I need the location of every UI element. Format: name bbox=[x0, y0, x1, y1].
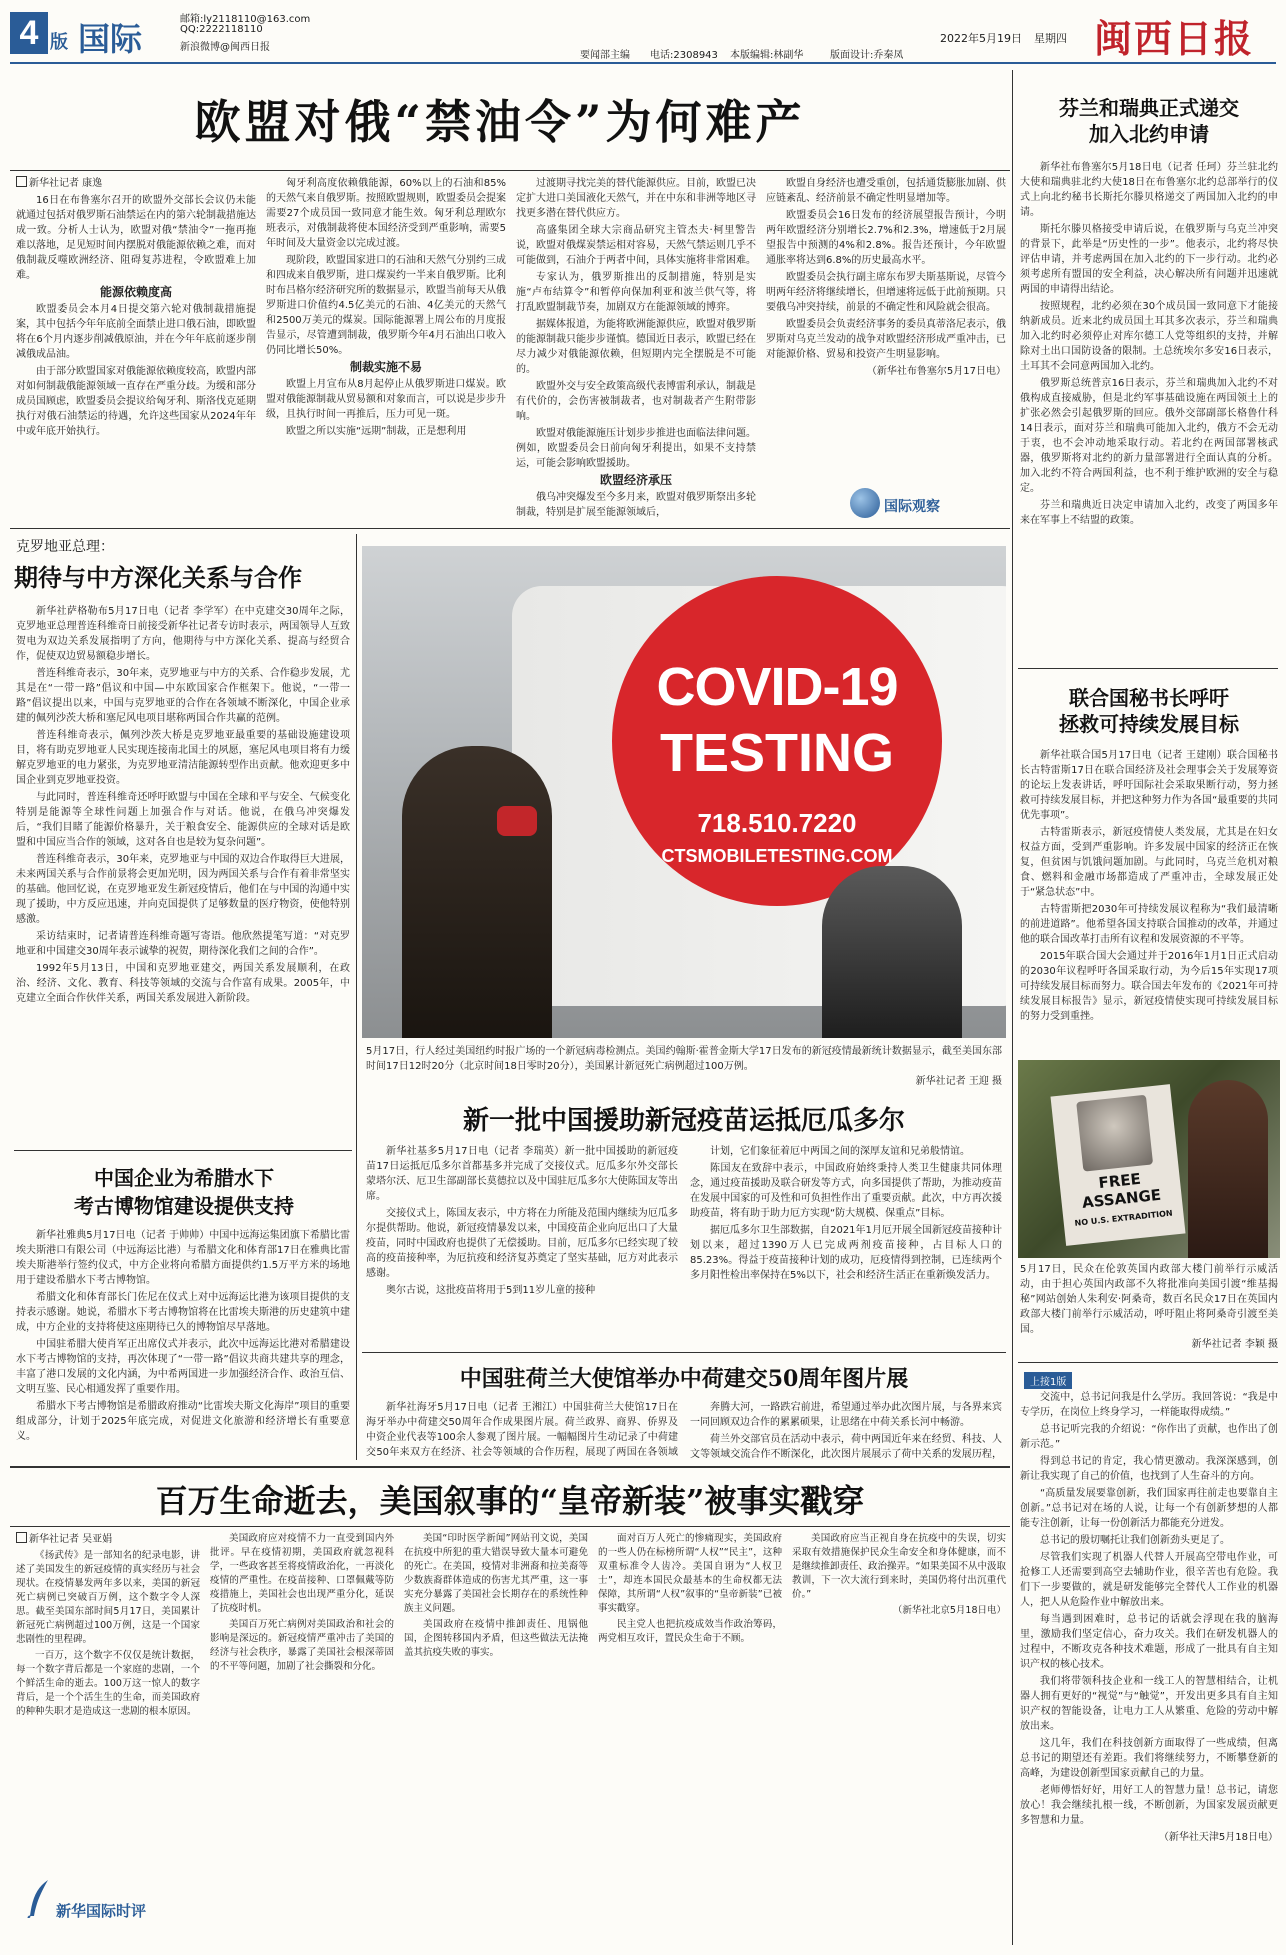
covid-photo bbox=[362, 546, 1006, 1038]
us-top-rule bbox=[10, 1466, 1010, 1468]
croatia-bottom-rule bbox=[14, 1150, 352, 1151]
croatia-paragraph: 普连科维奇表示，30年来，克罗地亚与中国的双边合作取得巨大进展，未来两国关系与合作前景将会更加光明，因为两国关系与合作有着非常坚实的基础。他回忆说，在克罗地亚发生新冠疫情后，他们在与中国的沟通中实现了援助，中方反应迅速，并向克国提供了足够数量的医疗物资，使他特别感激。 bbox=[16, 854, 350, 925]
oil-paragraph: 过渡期寻找完美的替代能源供应。目前，欧盟已决定扩大进口美国液化天然气，并在中东和非洲等地区寻找更多潜在替代供应方。 bbox=[516, 178, 756, 219]
pedestrian-left bbox=[402, 746, 552, 1038]
finland-body bbox=[1020, 160, 1278, 660]
oil-paragraph: 欧盟外交与安全政策高级代表博雷利承认，制裁是有代价的，会伤害被制裁者，也对制裁者产生附带影响。 bbox=[516, 381, 756, 422]
contact-email: 邮箱:ly2118110@163.com bbox=[180, 14, 311, 25]
oil-paragraph: 匈牙利高度依赖俄能源，60%以上的石油和85%的天然气来自俄罗斯。按照欧盟规则，欧盟委员会提案需要27个成员国一致同意才能生效。匈牙利总理欧尔班表示，对俄制裁将使本国经济受到严重影响，需要5年时间及大量资金以完成过渡。 bbox=[266, 178, 506, 249]
oil-paragraph: 专家认为，俄罗斯推出的反制措施，特别是实施“卢布结算令”和暂停向保加利亚和波兰供气等，将打乱欧盟制裁节奏，加剧双方在能源领域的博弈。 bbox=[516, 272, 756, 313]
vaccine-bottom-rule bbox=[362, 1352, 1006, 1353]
continuation-paragraph: 我们将带领科技企业和一线工人的智慧相结合，让机器人拥有更好的“视觉”与“触觉”，开发出更多具有自主知识产权的智能设备，让电力工人从繁重、危险的劳动中解放出来。 bbox=[1020, 1676, 1278, 1732]
globe-icon bbox=[850, 488, 880, 518]
oil-col-3 bbox=[516, 176, 756, 526]
right-column-divider bbox=[1012, 70, 1013, 1945]
oil-badge: 国际观察 bbox=[884, 499, 940, 515]
editor-phone: 电话:2308943 bbox=[650, 50, 718, 61]
quill-icon bbox=[26, 1878, 52, 1918]
left-column-divider bbox=[356, 534, 357, 1460]
continuation-paragraph: “高质量发展要靠创新，我们国家再往前走也要靠自主创新。”总书记对在场的人说，让每一个有创新梦想的人都能专注创新，让每一份创新活力都能充分迸发。 bbox=[1020, 1488, 1278, 1529]
oil-paragraph: 欧盟对俄能源施压计划步步推进也面临法律问题。例如，欧盟委员会日前向匈牙利提出，如果不支持禁运，可能会影响欧盟援助。 bbox=[516, 428, 756, 469]
greece-paragraph: 希腊水下考古博物馆是希腊政府推动“比雷埃夫斯文化海岸”项目的重要组成部分，计划于2025年底完成，对促进文化旅游和经济增长有重要意义。 bbox=[16, 1401, 350, 1442]
oil-subheading: 制裁实施不易 bbox=[349, 360, 422, 374]
oil-headline-rule bbox=[10, 170, 1010, 171]
croatia-paragraph: 普连科维奇表示，佩列沙茨大桥是克罗地亚最重要的基础设施建设项目，将有助克罗地亚人民实现连接南北国土的夙愿，塞尼风电项目将有力缓解克罗地亚的电力紧张，为克罗地亚清洁能源转型作出贡献。他欢迎更多中国企业到克罗地亚投资。 bbox=[16, 730, 350, 786]
greece-paragraph: 希腊文化和体育部长门佐尼在仪式上对中远海运比港为该项目提供的支持表示感谢。她说，希腊水下考古博物馆将在比雷埃夫斯港的历史建筑中建成，中方企业的支持将使这座期待已久的博物馆尽早落地。 bbox=[16, 1292, 350, 1333]
croatia-paragraph: 与此同时，普连科维奇还呼吁欧盟与中国在全球和平与安全、气候变化特别是能源等全球性问题上加强合作与对话。他说，在俄乌冲突爆发后，“我们目睹了能源价格暴升，关于粮食安全、能源供应的全球对话是欧盟和中国应当合作的领域，这对各自也是较为复杂问题”。 bbox=[16, 792, 350, 848]
paper-logo: 闽西日报 bbox=[1094, 16, 1255, 61]
assange-bottom-rule bbox=[1018, 1362, 1278, 1363]
chief-editor: 要闻部主编 bbox=[580, 50, 630, 61]
oil-paragraph: 欧盟委员会16日发布的经济展望报告预计，今明两年欧盟经济分别增长2.7%和2.3%，增速低于2月展望报告中预测的4%和2.8%。报告还预计，今年欧盟通胀率将达到6.8%的历史最高水平。 bbox=[766, 210, 1006, 266]
netherlands-col-1 bbox=[366, 1400, 678, 1460]
us-col-4 bbox=[598, 1532, 782, 1942]
page-editor: 本版编辑:林副华 bbox=[730, 50, 804, 61]
finland-paragraph: 按照规程，北约必须在30个成员国一致同意下才能接纳新成员。近来北约成员国土耳其多次表示，芬兰和瑞典加入北约时必须停止对库尔德工人党等组织的支持，并解除对土出口国防设备的限制。土总统埃尔多安16日表示，土耳其不会同意两国加入北约。 bbox=[1020, 301, 1278, 372]
vaccine-paragraph: 新华社基多5月17日电（记者 李瑞英）新一批中国援助的新冠疫苗17日运抵厄瓜多尔首都基多并完成了交接仪式。厄瓜多尔外交部长蒙塔尔沃、厄卫生部副部长莫德拉以及中国驻厄瓜多尔大使陈国友等出席。 bbox=[366, 1146, 678, 1202]
oil-col-2 bbox=[266, 176, 506, 526]
issue-date: 2022年5月19日 bbox=[940, 32, 1022, 45]
finland-paragraph: 斯托尔滕贝格接受申请后说，在俄罗斯与乌克兰冲突的背景下，此举是“历史性的一步”。他表示，北约将尽快评估申请，并考虑两国在加入北约的下一步行动。北约必须考虑所有盟国的安全利益，决心解决所有问题并迅速就两国的申请得出结论。 bbox=[1020, 224, 1278, 295]
vaccine-headline: 新一批中国援助新冠疫苗运抵厄瓜多尔 bbox=[462, 1106, 905, 1136]
assange-caption: 5月17日，民众在伦敦英国内政部大楼门前举行示威活动，由于担心英国内政部不久将批准向美国引渡“维基揭秘”网站创始人朱利安·阿桑奇，数百名民众17日在英国内政部大楼门前举行示威活动，呼吁阻止将阿桑奇引渡至美国。 新华社记者 李颖 摄 bbox=[1020, 1264, 1278, 1350]
greece-paragraph: 中国驻希腊大使肖军正出席仪式并表示，此次中远海运比港对希腊建设水下考古博物馆的支持，再次体现了“一带一路”倡议共商共建共享的理念，丰富了港口发展的文化内涵，为中希两国进一步加强经济合作、政治互信、文明互鉴、民心相通发挥了重要作用。 bbox=[16, 1339, 350, 1395]
oil-paragraph: 欧盟之所以实施“远期”制裁，正是想利用 bbox=[286, 426, 467, 437]
page-number-suffix: 版 bbox=[50, 32, 68, 53]
finland-bottom-rule bbox=[1018, 668, 1278, 669]
continuation-paragraph: 这几年，我们在科技创新方面取得了一些成绩，但离总书记的期望还有差距。我们将继续努力，不断攀登新的高峰，为建设创新型国家贡献自己的力量。 bbox=[1020, 1738, 1278, 1779]
greece-body bbox=[16, 1228, 350, 1460]
croatia-kicker: 克罗地亚总理： bbox=[16, 539, 114, 555]
oil-paragraph: 高盛集团全球大宗商品研究主管杰夫·柯里警告说，欧盟对俄煤炭禁运相对容易，天然气禁运则几乎不可能做到，石油介于两者中间，具体实施将非常困难。 bbox=[516, 225, 756, 266]
oil-paragraph: 欧盟委员会执行副主席东布罗夫斯基斯说，尽管今明两年经济将继续增长，但增速将远低于此前预期。只要俄乌冲突持续，前景的不确定性和风险就会很高。 bbox=[766, 272, 1006, 313]
vaccine-col-1 bbox=[366, 1144, 678, 1350]
finland-paragraph: 俄罗斯总统普京16日表示，芬兰和瑞典加入北约不对俄构成直接威胁，但是北约军事基础设施在两国领土上的扩张必然会引起俄罗斯的回应。俄外交部副部长格鲁什科14日表示，面对芬兰和瑞典可能加入北约，俄方不会无动于衷，也不会冲动地采取行动。若北约在两国部署核武器，俄罗斯将对北约的新力量部署进行全面认真的分析。加入北约不符合两国利益，也不利于维护欧洲的安全与稳定。 bbox=[1020, 378, 1278, 494]
protester-figure bbox=[1188, 1080, 1268, 1258]
us-col-3 bbox=[404, 1532, 588, 1942]
continued-tag: 上接1版 bbox=[1024, 1372, 1072, 1389]
sign-text-1: FREE ASSANGE bbox=[1081, 1169, 1162, 1212]
us-sign-off: （新华社北京5月18日电） bbox=[892, 1605, 1006, 1616]
us-byline: 新华社记者 吴亚娟 bbox=[16, 1532, 200, 1547]
croatia-paragraph: 采访结束时，记者请普连科维奇题写寄语。他欣然提笔写道：“对克罗地亚和中国建交30周年表示诚挚的祝贺，期待深化我们之间的合作”。 bbox=[16, 931, 350, 957]
oil-byline: 新华社记者 康逸 bbox=[16, 176, 256, 191]
contact-weibo: 新浪微博@闽西日报 bbox=[180, 42, 270, 53]
netherlands-headline: 中国驻荷兰大使馆举办中荷建交50周年图片展 bbox=[459, 1366, 909, 1392]
us-paragraph: 一百万，这个数字不仅仅是统计数据，每一个数字背后都是一个家庭的悲剧，一个个鲜活生命的逝去。100万这一惊人的数字背后，是一个个活生生的生命，而美国政府的种种失职才是造成这一悲剧的根本原因。 bbox=[16, 1650, 200, 1717]
oil-paragraph: 欧盟自身经济也遭受重创，包括通货膨胀加剧、供应链紊乱、经济前景不确定性明显增加等。 bbox=[766, 178, 1006, 204]
oil-paragraph: 现阶段，欧盟国家进口的石油和天然气分别约三成和四成来自俄罗斯，进口煤炭约一半来自俄罗斯。比利时布吕格尔经济研究所的数据显示，欧盟当前每天从俄罗斯进口价值约4.5亿美元的石油、4亿美元的天然气和2500万美元的煤炭。国际能源署上周公布的月度报告显示，尽管遭到制裁，俄罗斯今年4月石油出口收入仍同比增长50%。 bbox=[266, 255, 506, 356]
right-continuation-body bbox=[1020, 1390, 1278, 1945]
us-headline-rule bbox=[10, 1526, 1010, 1527]
us-badge: 新华国际时评 bbox=[56, 1902, 147, 1920]
vaccine-paragraph: 奥尔古说，这批疫苗将用于5到11岁儿童的接种 bbox=[386, 1285, 596, 1296]
netherlands-col-2 bbox=[690, 1400, 1002, 1460]
sign-phone: 718.510.7220 bbox=[697, 808, 857, 838]
un-headline-2: 拯救可持续发展目标 bbox=[1059, 712, 1239, 736]
vaccine-paragraph: 计划，它们象征着厄中两国之间的深厚友谊和兄弟般情谊。 bbox=[710, 1146, 970, 1157]
sign-web: CTSMOBILETESTING.COM bbox=[661, 846, 893, 866]
assange-photo bbox=[1018, 1060, 1280, 1258]
us-headline: 百万生命逝去，美国叙事的“皇帝新装”被事实戳穿 bbox=[155, 1482, 865, 1520]
un-paragraph: 新华社联合国5月17日电（记者 王建刚）联合国秘书长古特雷斯17日在联合国经济及社会理事会关于发展筹资的论坛上发表讲话，呼吁国际社会采取果断行动，努力拯救可持续发展目标，并把这种努力作为各国“最重要的共同优先事项”。 bbox=[1020, 750, 1278, 821]
oil-paragraph: 俄乌冲突爆发至今多月来，欧盟对俄罗斯祭出多轮制裁，特别是扩展至能源领域后， bbox=[516, 492, 756, 518]
croatia-paragraph: 1992年5月13日，中国和克罗地亚建交，两国关系发展顺利，在政治、经济、文化、教育、科技等领域的交流与合作富有成果。2005年，中克建立全面合作伙伴关系，两国关系发展进入新阶段。 bbox=[16, 963, 350, 1004]
oil-paragraph: 欧盟上月宣布从8月起停止从俄罗斯进口煤炭。欧盟对俄能源制裁从贸易额和对象而言，可以说是步步升级，且执行时间一再推后，压力可见一斑。 bbox=[266, 379, 506, 420]
face-mask bbox=[497, 806, 537, 836]
oil-sign-off: （新华社布鲁塞尔5月17日电） bbox=[866, 366, 1006, 377]
continuation-paragraph: 老师傅悟好好，用好工人的智慧力量！总书记，请您放心！我会继续扎根一线，不断创新，为国家发展贡献更多智慧和力量。 bbox=[1020, 1785, 1278, 1826]
us-paragraph: 美国政府应对疫情不力一直受到国内外批评。早在疫情初期，美国政府就忽视科学，一些政客甚至将疫情政治化，一再淡化疫情的严重性。在疫苗接种、口罩佩戴等防疫措施上，美国社会也出现严重分化，延误了抗疫时机。 bbox=[210, 1533, 394, 1614]
croatia-body bbox=[16, 604, 350, 1186]
greece-headline-1: 中国企业为希腊水下 bbox=[94, 1166, 274, 1190]
vaccine-paragraph: 据厄瓜多尔卫生部数据，自2021年1月厄开展全国新冠疫苗接种计划以来，超过1390万人已完成两剂疫苗接种，占目标人口的85.23%。得益于疫苗接种计划的成功，厄疫情得到控制，已连续两个多月阳性检出率保持在5%以下，社会和经济生活正在重新焕发活力。 bbox=[690, 1225, 1002, 1281]
us-paragraph: 美国百万死亡病例对美国政治和社会的影响是深远的。新冠疫情严重冲击了美国的经济与社会秩序，暴露了美国社会根深蒂固的不平等问题，加剧了社会撕裂和分化。 bbox=[210, 1619, 394, 1672]
un-headline-1: 联合国秘书长呼吁 bbox=[1069, 686, 1229, 710]
us-paragraph: 美国政府在疫情中推卸责任、甩锅他国，企图转移国内矛盾，但这些做法无法掩盖其抗疫失败的事实。 bbox=[404, 1619, 588, 1658]
continuation-paragraph: 得到总书记的肯定，我心情更激动。我深深感到，创新让我实现了自己的价值，也找到了人生奋斗的方向。 bbox=[1020, 1456, 1278, 1482]
sign-line-1: COVID-19 bbox=[656, 657, 898, 717]
issue-weekday: 星期四 bbox=[1034, 32, 1067, 45]
finland-headline-2: 加入北约申请 bbox=[1089, 122, 1209, 146]
continuation-paragraph: 总书记听完我的介绍说：“你作出了贡献，也作出了创新示范。” bbox=[1020, 1424, 1278, 1450]
contact-qq: QQ:2222118110 bbox=[180, 24, 263, 35]
us-col-2 bbox=[210, 1532, 394, 1942]
un-paragraph: 古特雷斯把2030年可持续发展议程称为“我们最清晰的前进道路”。他希望各国支持联合国推动的改革，并通过他的联合国改革打击所有议程和发展资源的不平等。 bbox=[1020, 904, 1278, 945]
vaccine-col-2 bbox=[690, 1144, 1002, 1350]
un-paragraph: 2015年联合国大会通过并于2016年1月1日正式启动的2030年议程呼吁各国采取行动，为今后15年实现17项可持续发展目标而努力。联合国去年发布的《2021年可持续发展目标报告》显示，新冠疫情使实现可持续发展目标的努力受到重挫。 bbox=[1020, 951, 1278, 1022]
un-body bbox=[1020, 748, 1278, 1048]
vaccine-paragraph: 陈国友在致辞中表示，中国政府始终秉持人类卫生健康共同体理念，通过疫苗援助及联合研发等方式，向多国提供了帮助，为推动疫苗在发展中国家的可及性和可负担性作出了重要贡献。此次，中方再次援助疫苗，将有助于助力厄方实现“防大规模、保重点”目标。 bbox=[690, 1163, 1002, 1219]
continuation-sign-off: （新华社天津5月18日电） bbox=[1158, 1832, 1278, 1843]
oil-col-4 bbox=[766, 176, 1006, 476]
oil-headline: 欧盟对俄“禁油令”为何难产 bbox=[194, 95, 806, 149]
finland-headline-1: 芬兰和瑞典正式递交 bbox=[1059, 96, 1239, 120]
croatia-paragraph: 普连科维奇表示，30年来，克罗地亚与中方的关系、合作稳步发展，尤其是在“一带一路”倡议和中国—中东欧国家合作框架下。他说，“一带一路”倡议提出以来，中国与克罗地亚的合作在各领域不断深化，中国企业承建的佩列沙茨大桥和塞尼风电项目堪称两国合作共赢的范例。 bbox=[16, 668, 350, 724]
oil-paragraph: 欧盟委员会负责经济事务的委员真蒂洛尼表示，俄罗斯对乌克兰发动的战争对欧盟经济形成严重冲击，已对能源价格、贸易和投资产生明显影响。 bbox=[766, 319, 1006, 360]
us-paragraph: 面对百万人死亡的惨痛现实，美国政府的一些人仍在标榜所谓“人权”“民主”，这种双重标准令人齿冷。美国自诩为“人权卫士”，却连本国民众最基本的生命权都无法保障，其所谓“人权”叙事的“皇帝新装”已被事实戳穿。 bbox=[598, 1533, 782, 1614]
croatia-headline: 期待与中方深化关系与合作 bbox=[14, 563, 302, 592]
netherlands-paragraph: 新华社海牙5月17日电（记者 王湘江）中国驻荷兰大使馆17日在海牙举办中荷建交50周年合作成果图片展。荷兰政界、商界、侨界及中资企业代表等100余人参观了图片展。一幅幅图片生动记录了中荷建交50年来双方在经济、社会等领域的合作历程，展现了两国在各领域 bbox=[366, 1402, 678, 1458]
us-paragraph: 美国政府应当正视自身在抗疫中的失误，切实采取有效措施保护民众生命安全和身体健康，而不是继续推卸责任、政治操弄。“如果美国不从中汲取教训，下一次大流行到来时，美国仍将付出沉重代价。” bbox=[792, 1533, 1006, 1600]
sign-text-2: NO U.S. EXTRADITION bbox=[1074, 1208, 1173, 1228]
finland-paragraph: 新华社布鲁塞尔5月18日电（记者 任珂）芬兰驻北约大使和瑞典驻北约大使18日在布鲁塞尔北约总部举行的仪式上向北约秘书长斯托尔滕贝格递交了两国加入北约的申请。 bbox=[1020, 162, 1278, 218]
un-paragraph: 古特雷斯表示，新冠疫情使人类发展，尤其是在妇女权益方面，受到严重影响。许多发展中国家的经济正在恢复，但贫困与饥饿问题加剧。与此同时，乌克兰危机对粮食、燃料和金融市场都造成了严重冲击，全球发展正处于“紧急状态”中。 bbox=[1020, 827, 1278, 898]
section-title: 国际 bbox=[78, 20, 143, 58]
vaccine-paragraph: 交接仪式上，陈国友表示，中方将在力所能及范围内继续为厄瓜多尔提供帮助。他说，新冠疫情暴发以来，中国疫苗企业向厄出口了大量疫苗，同时中国政府也提供了无偿援助。目前，厄瓜多尔已经实现了较高的疫苗接种率，为厄抗疫和经济复苏奠定了坚实基础，厄方对此表示感谢。 bbox=[366, 1208, 678, 1279]
covid-credit: 新华社记者 王迎 摄 bbox=[915, 1076, 1002, 1087]
continuation-paragraph: 每当遇到困难时，总书记的话就会浮现在我的脑海里，激励我们坚定信心，奋力攻关。我们在研发机器人的过程中，不断攻克各种技术难题，形成了一批具有自主知识产权的核心技术。 bbox=[1020, 1614, 1278, 1670]
assange-credit: 新华社记者 李颖 摄 bbox=[1191, 1339, 1278, 1350]
us-paragraph: 民主党人也把抗疫成效当作政治筹码，两党相互攻讦，置民众生命于不顾。 bbox=[598, 1619, 782, 1644]
oil-paragraph: 16日在布鲁塞尔召开的欧盟外交部长会议仍未能就通过包括对俄罗斯石油禁运在内的第六轮制裁措施达成一致。分析人士认为，欧盟对俄“禁油令”一拖再拖难以落地，足见短时间内摆脱对俄能源依赖之难，而对俄制裁反噬欧洲经济、阻碍复苏进程，令欧盟难上加难。 bbox=[16, 195, 256, 281]
us-paragraph: 《扬武传》是一部知名的纪录电影，讲述了美国发生的新冠疫情的真实经历与社会现状。在疫情暴发两年多以来，美国的新冠死亡病例已突破百万例，这个数字令人深思。截至美国东部时间5月17日，美国累计新冠死亡病例超过100万例，这是一个国家悲剧性的里程碑。 bbox=[16, 1550, 200, 1645]
covid-caption: 5月17日，行人经过美国纽约时报广场的一个新冠病毒检测点。美国约翰斯·霍普金斯大学17日发布的新冠疫情最新统计数据显示，截至美国东部时间17日12时20分（北京时间18日零时20分），美国累计新冠死亡病例超过100万例。 新华社记者 王迎 摄 bbox=[366, 1046, 1002, 1087]
greece-paragraph: 新华社雅典5月17日电（记者 于帅帅）中国中远海运集团旗下希腊比雷埃夫斯港口有限公司（中远海运比港）与希腊文化和体育部17日在雅典比雷埃夫斯港举行签约仪式，中方企业将向希腊方面提供约1.5万平方米的场地用于建设希腊水下考古博物馆。 bbox=[16, 1230, 350, 1286]
netherlands-paragraph: 荷兰外交部官员在活动中表示，荷中两国近年来在经贸、科技、人文等领域交流合作不断深化，此次图片展展示了荷中关系的发展历程， bbox=[690, 1434, 1002, 1460]
oil-subheading: 能源依赖度高 bbox=[99, 285, 172, 299]
oil-bottom-rule bbox=[10, 528, 1010, 529]
continuation-paragraph: 交流中，总书记问我是什么学历。我回答说：“我是中专学历，在岗位上终身学习，一样能取得成绩。” bbox=[1020, 1392, 1278, 1418]
protest-sign bbox=[1050, 1084, 1185, 1246]
us-col-5 bbox=[792, 1532, 1006, 1942]
sign-line-2: TESTING bbox=[659, 723, 894, 783]
us-col-1 bbox=[16, 1532, 200, 1872]
finland-paragraph: 芬兰和瑞典近日决定申请加入北约，改变了两国多年来在军事上不结盟的政策。 bbox=[1020, 500, 1278, 526]
oil-subheading: 欧盟经济承压 bbox=[599, 473, 672, 487]
page-designer: 版面设计:乔秦凤 bbox=[830, 50, 904, 61]
greece-headline-2: 考古博物馆建设提供支持 bbox=[74, 1194, 294, 1218]
page-number-badge: 4 bbox=[10, 12, 48, 54]
masthead-rule bbox=[10, 62, 1276, 64]
oil-col-1 bbox=[16, 176, 256, 526]
portrait-on-sign bbox=[1076, 1095, 1153, 1172]
us-paragraph: 美国“印时医学新闻”网站刊文说，美国在抗疫中所犯的重大错误导致大量本可避免的死亡。在美国，疫情对非洲裔和拉美裔等少数族裔群体造成的伤害尤其严重，这一事实充分暴露了美国社会长期存在的系统性种族主义问题。 bbox=[404, 1533, 588, 1614]
continuation-paragraph: 尽管我们实现了机器人代替人开展高空带电作业，可抢修工人还需要到高空去辅助作业，很辛苦也有危险。我们下一步要做的，就是研发能够完全替代人工作业的机器人，把人从危险作业中解放出来。 bbox=[1020, 1552, 1278, 1608]
masthead bbox=[0, 0, 1286, 62]
oil-paragraph: 欧盟委员会本月4日提交第六轮对俄制裁措施提案，其中包括今年年底前全面禁止进口俄石油，即欧盟将在6个月内逐步削减俄原油，并在今年年底前逐步削减俄成品油。 bbox=[16, 304, 256, 360]
oil-paragraph: 据媒体报道，为能将欧洲能源供应，欧盟对俄罗斯的能源制裁只能步步谨慎。德国近日表示，欧盟已经在尽力减少对俄能源依赖，但短期内完全摆脱是不可能的。 bbox=[516, 319, 756, 375]
croatia-paragraph: 新华社萨格勒布5月17日电（记者 李学军）在中克建交30周年之际，克罗地亚总理普连科维奇日前接受新华社记者专访时表示，两国领导人互致贺电为双边关系发展指明了方向，他期待与中方深化关系、提高与经贸合作，促使双边贸易额稳步增长。 bbox=[16, 606, 350, 662]
pedestrian-right bbox=[822, 866, 962, 1038]
continuation-paragraph: 总书记的殷切嘱托让我们创新劲头更足了。 bbox=[1040, 1535, 1230, 1546]
netherlands-paragraph: 奔腾大河，一路跌宕前进，希望通过举办此次图片展，与各界来宾一同回顾双边合作的累累硕果，让思绪在中荷关系长河中畅游。 bbox=[690, 1402, 1002, 1428]
oil-paragraph: 由于部分欧盟国家对俄能源依赖度较高，欧盟内部对如何制裁俄能源领域一直存在严重分歧。为缓和部分成员国顾虑，欧盟委员会提议给匈牙利、斯洛伐克延期执行对俄石油禁运的待遇，允许这些国家从2024年年中或年底开始执行。 bbox=[16, 366, 256, 437]
